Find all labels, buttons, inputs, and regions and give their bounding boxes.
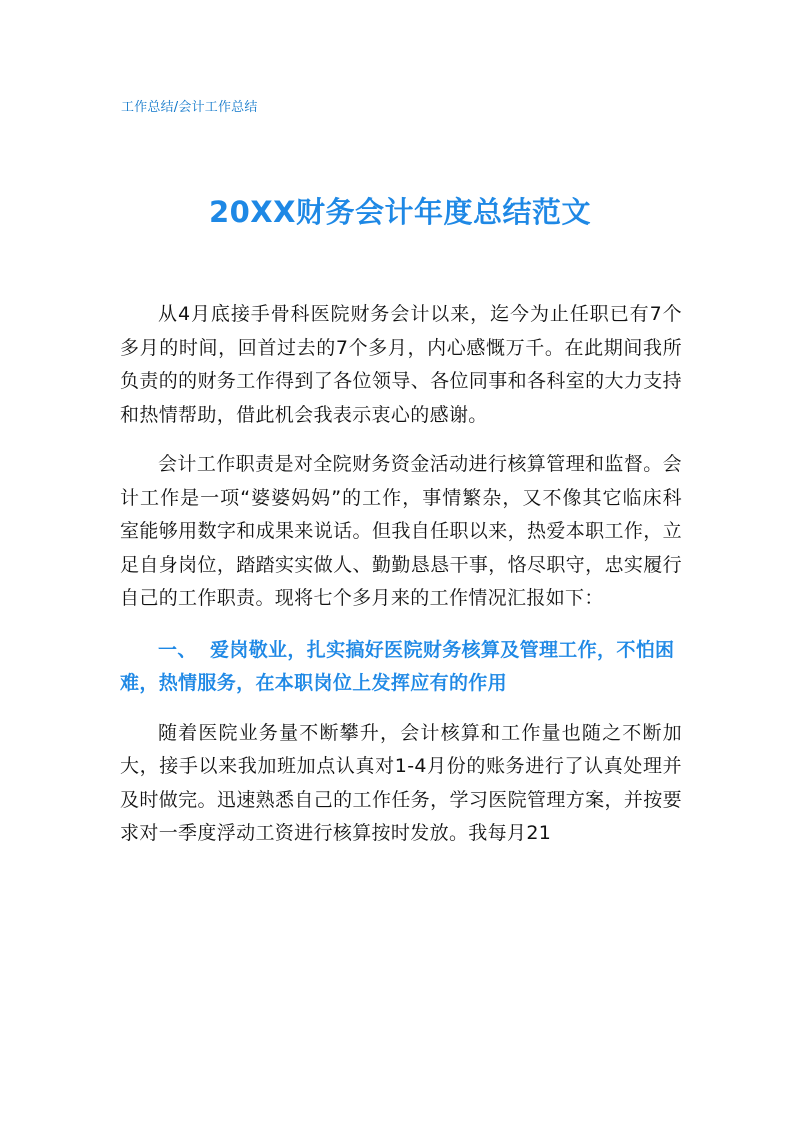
section-heading-text: 爱岗敬业，扎实搞好医院财务核算及管理工作，不怕困难，热情服务，在本职岗位上发挥应有的作用 [120,638,675,694]
paragraph-section1: 随着医院业务量不断攀升，会计核算和工作量也随之不断加大，接手以来我加班加点认真对1-4月份的账务进行了认真处理并及时做完。迅速熟悉自己的工作任务，学习医院管理方案，并按要求对一季度浮动工资进行核算按时发放。我每月21 [120,721,682,844]
paragraph-duties: 会计工作职责是对全院财务资金活动进行核算管理和监督。会计工作是一项“婆婆妈妈”的工作，事情繁杂，又不像其它临床科室能够用数字和成果来说话。但我自任职以来，热爱本职工作，立足自身岗位，踏踏实实做人、勤勤恳恳干事，恪尽职守，忠实履行自己的工作职责。现将七个多月来的工作情况汇报如下： [120,453,682,609]
section-number: 一、 [158,638,197,661]
paragraph-intro: 从4月底接手骨科医院财务会计以来，迄今为止任职已有7个多月的时间，回首过去的7个多月，内心感慨万千。在此期间我所负责的的财务工作得到了各位领导、各位同事和各科室的大力支持和热情帮助，借此机会我表示衷心的感谢。 [120,303,682,426]
document-body [120,298,682,851]
section-heading-1 [120,634,682,701]
document-title: 20XX财务会计年度总结范文 [208,195,592,229]
breadcrumb[interactable]: 工作总结/会计工作总结 [121,100,258,115]
